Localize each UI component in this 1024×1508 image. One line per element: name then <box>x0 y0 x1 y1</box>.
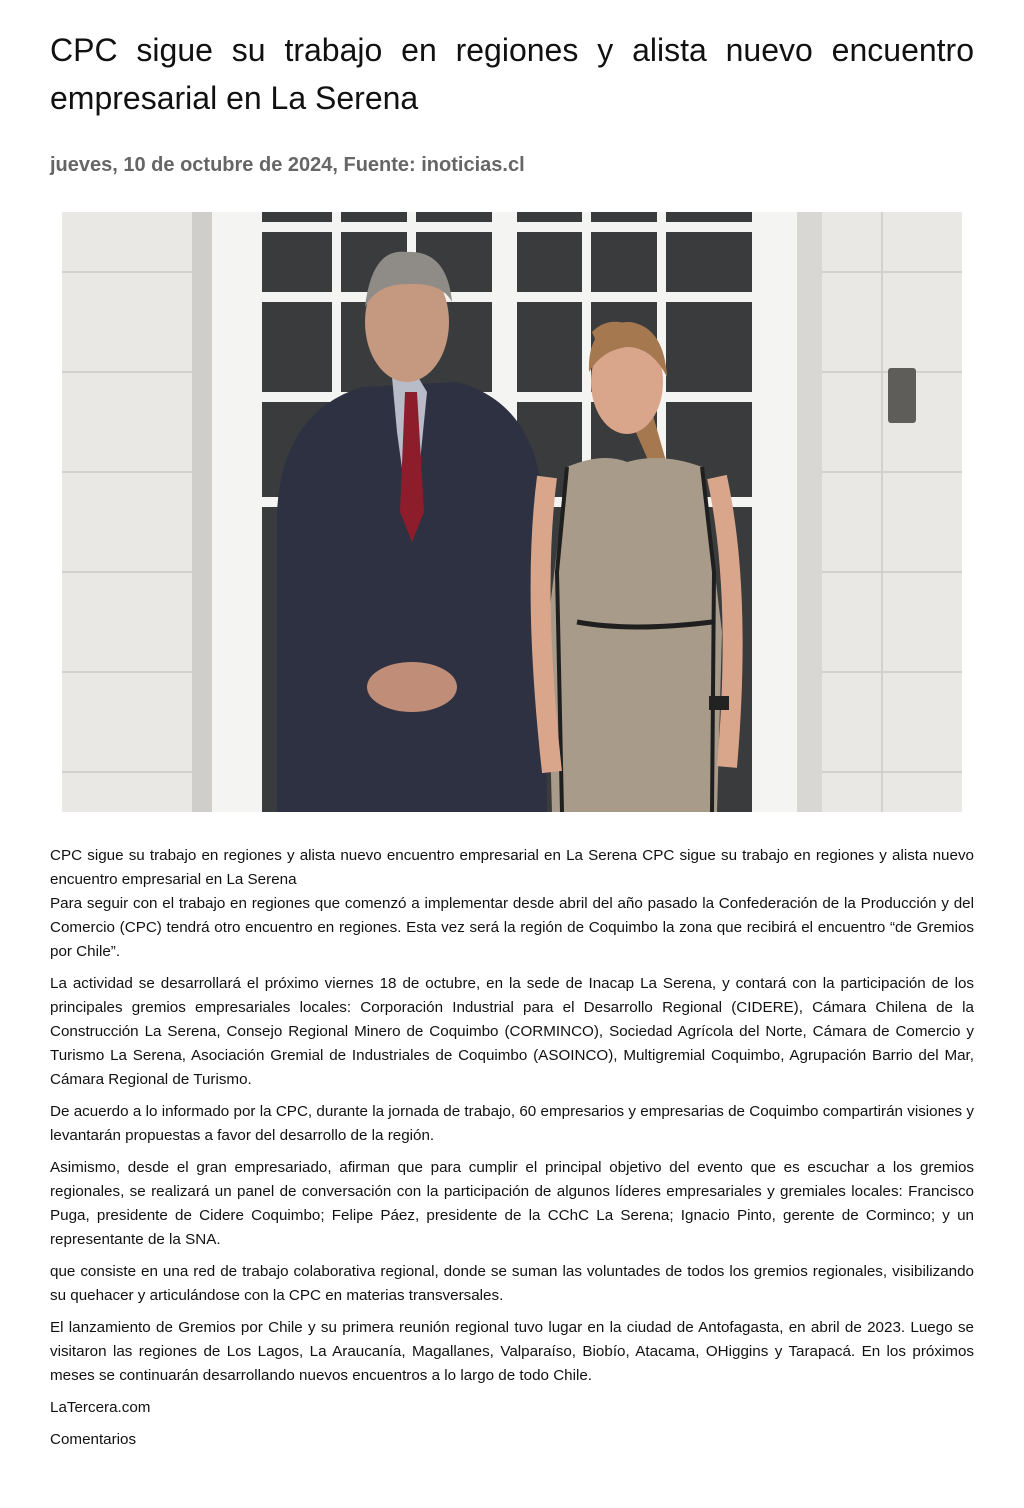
paragraph-lede: CPC sigue su trabajo en regiones y alista nuevo encuentro empresarial en La Serena CPC sigue su trabajo en regiones y alista nuevo encuentro empresarial en La Serena <box>50 847 974 888</box>
paragraph: El lanzamiento de Gremios por Chile y su primera reunión regional tuvo lugar en la ciudad de Antofagasta, en abril de 2023. Luego se visitaron las regiones de Los Lagos, La Araucanía, Magallanes, Valparaíso, Biobío, Atacama, OHiggins y Tarapacá. En los próximos meses se continuarán desarrollando nuevos encuentros a lo largo de todo Chile. <box>50 1319 974 1384</box>
article-title: CPC sigue su trabajo en regiones y alista nuevo encuentro empresarial en La Serena <box>50 32 974 116</box>
right-pillar-shadow <box>797 212 822 812</box>
left-pillar-shadow <box>192 212 212 812</box>
paragraph: De acuerdo a lo informado por la CPC, durante la jornada de trabajo, 60 empresarios y empresarias de Coquimbo compartirán visiones y levantarán propuestas a favor del desarrollo de la región. <box>50 1103 974 1144</box>
article-date-source: jueves, 10 de octubre de 2024, Fuente: inoticias.cl <box>50 154 525 176</box>
comments-label: Comentarios <box>50 1431 137 1448</box>
paragraph: Para seguir con el trabajo en regiones que comenzó a implementar desde abril del año pasado la Confederación de la Producción y del Comercio (CPC) tendrá otro encuentro en regiones. Esta vez será la región de Coquimbo la zona que recibirá el encuentro “de Gremios por Chile”. <box>50 895 974 960</box>
wall-switch <box>888 368 916 423</box>
paragraph: que consiste en una red de trabajo colaborativa regional, donde se suman las voluntades de todos los gremios regionales, visibilizando su quehacer y articulándose con la CPC en materias transversales. <box>50 1263 974 1304</box>
article-body <box>50 844 974 1460</box>
paragraph: Asimismo, desde el gran empresariado, afirman que para cumplir el principal objetivo del evento que es escuchar a los gremios regionales, se realizará un panel de conversación con la participación de algunos líderes empresariales y gremiales locales: Francisco Puga, presidente de Cidere Coquimbo; Felipe Páez, presidente de la CChC La Serena; Ignacio Pinto, gerente de Corminco; y un representante de la SNA. <box>50 1159 974 1248</box>
source-credit: LaTercera.com <box>50 1399 151 1416</box>
paragraph: La actividad se desarrollará el próximo viernes 18 de octubre, en la sede de Inacap La Serena, y contará con la participación de los principales gremios empresariales locales: Corporación Industrial para el Desarrollo Regional (CIDERE), Cámara Chilena de la Construcción La Serena, Consejo Regional Minero de Coquimbo (CORMINCO), Sociedad Agrícola del Norte, Cámara de Comercio y Turismo La Serena, Asociación Gremial de Industriales de Coquimbo (ASOINCO), Multigremial Coquimbo, Agrupación Barrio del Mar, Cámara Regional de Turismo. <box>50 975 974 1088</box>
article-photo <box>62 212 962 812</box>
